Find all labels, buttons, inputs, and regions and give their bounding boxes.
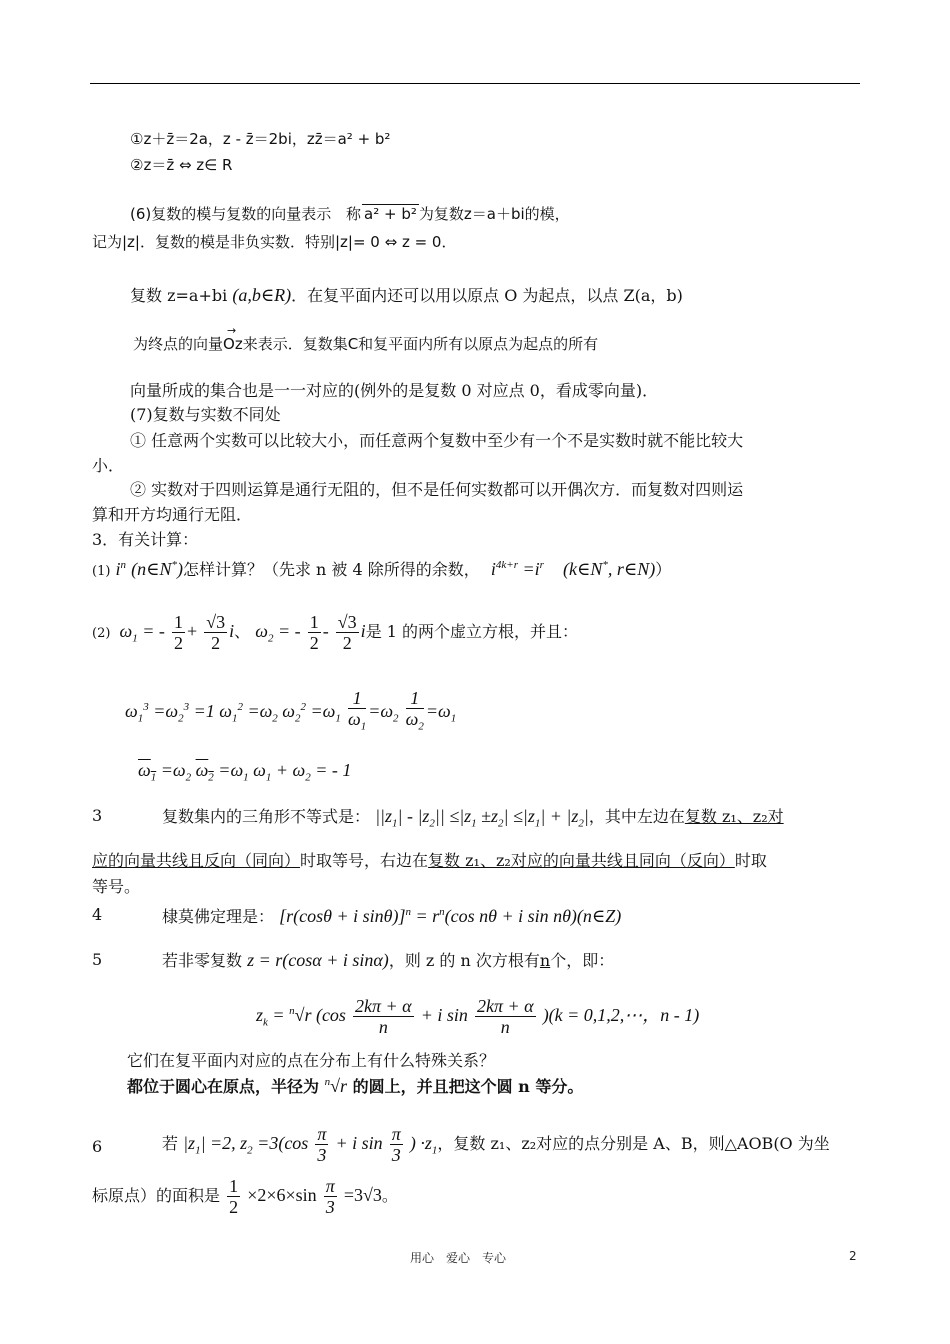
omega-identities-1: $\omega_1^3 =\omega_2^3 =1$ $\omega_1^2 =\omega_2$ $\omega_2^2 =\omega_1$ $\frac{1}{\omega_1}$ $=\omega_2$ $\frac{1}{\omega_2}$ $=\omega_1$ bbox=[125, 688, 457, 733]
triangle-inequality-line-2: 应的向量共线且反向（同向）时取等号，右边在复数 z₁、z₂对应的向量共线且同向（反向）时取 bbox=[92, 851, 767, 870]
item-number-5: 5 bbox=[92, 950, 103, 969]
point-7-2-line-2: 算和开方均通行无阻． bbox=[92, 505, 253, 524]
section-7-heading: (7)复数与实数不同处 bbox=[130, 405, 281, 424]
vector-oz: Oz bbox=[223, 335, 243, 353]
roots-question: 它们在复平面内对应的点在分布上有什么特殊关系？ bbox=[127, 1051, 496, 1070]
problem-6-line-1: 若 $|z_1| =2$, $z_2 =3(\cos$ $\frac{\pi}{3}$ + i sin $\frac{\pi}{3}$ ) $\cdot z_1$，复数 z₁、z₂对应的点分别是 A、B，则△AOB(O 为坐 bbox=[162, 1124, 830, 1165]
modulus-definition: (6)复数的模与复数的向量表示 称 a² + b² 为复数z＝a＋bi的模， bbox=[130, 205, 570, 223]
vector-representation-line-1: 复数 z=a+bi (a,b∈R)．在复平面内还可以用以原点 O 为起点，以点 Z(a，b) bbox=[130, 285, 683, 305]
point-7-1-line-2: 小． bbox=[92, 456, 125, 475]
triangle-inequality-line-3: 等号。 bbox=[92, 877, 141, 896]
sqrt-modulus: a² + b² bbox=[364, 205, 417, 223]
point-7-2-line-1: ② 实数对于四则运算是通行无阻的，但不是任何实数都可以开偶次方．而复数对四则运 bbox=[130, 480, 744, 499]
problem-6-line-2: 标原点）的面积是 $\frac{1}{2}$ ×2×6×sin $\frac{\pi}{3}$ =3√3。 bbox=[92, 1176, 398, 1217]
calc-2-line: (2) $\omega_1$ = - $\frac{1}{2}$ + $\frac{√3}{2}$ i、 $\omega_2$ = - $\frac{1}{2}$ - $\frac{√3}{2}$ i是 1 的两个虚立方根，并且： bbox=[92, 612, 579, 653]
vector-representation-line-3: 向量所成的集合也是一一对应的(例外的是复数 0 对应点 0，看成零向量)． bbox=[130, 381, 659, 400]
page-number: 2 bbox=[849, 1249, 857, 1263]
nth-root-line: 若非零复数 z = r(cosα + i sinα)，则 z 的 n 次方根有n个，即： bbox=[162, 950, 615, 970]
omega-identities-2: $\omega_1 =\omega_2$ $\omega_2 =\omega_1$ $\omega_1 + \omega_2$ = - 1 bbox=[138, 760, 352, 784]
calc-1-line: (1) $i^n$ (n∈N*)怎样计算？（先求 n 被 4 除所得的余数， $i^{4k+r} =i^r$ (k∈N*, r∈N)） bbox=[92, 559, 672, 579]
property-line-2: ②z＝z̄ ⇔ z∈ R bbox=[130, 156, 233, 174]
nth-root-formula: $z_k = ^n√r$ (cos $\frac{2k\pi + \alpha}{n}$ + i sin $\frac{2k\pi + \alpha}{n}$ )(k = 0,1,2,⋯，n - 1) bbox=[256, 996, 700, 1037]
roots-answer: 都位于圆心在原点，半径为 $^n$√r 的圆上，并且把这个圆 n 等分。 bbox=[127, 1076, 584, 1096]
item-number-6: 6 bbox=[92, 1137, 103, 1156]
point-7-1-line-1: ① 任意两个实数可以比较大小，而任意两个复数中至少有一个不是实数时就不能比较大 bbox=[130, 431, 744, 450]
item-number-4: 4 bbox=[92, 905, 103, 924]
property-line-1: ①z＋z̄＝2a，z - z̄＝2bi，zz̄＝a² + b² bbox=[130, 130, 391, 148]
section-6-heading: (6)复数的模与复数的向量表示 bbox=[130, 205, 332, 223]
section-3-heading: 3．有关计算： bbox=[92, 530, 199, 549]
footer-motto: 用心 爱心 专心 bbox=[410, 1251, 507, 1265]
triangle-inequality-line-1: 复数集内的三角形不等式是： $||z_1| - |z_2|| \le|z_1 \pm z_2| \le|z_1| + |z_2|$，其中左边在复数 z₁、z₂对 bbox=[162, 806, 784, 830]
modulus-notation: 记为|z|．复数的模是非负实数．特别|z|= 0 ⇔ z = 0． bbox=[92, 233, 457, 251]
de-moivre-theorem: 棣莫佛定理是： [r(cosθ + i $\sin\theta)]^n = r^n(\cos$ nθ + i sin nθ)(n∈Z) bbox=[162, 906, 622, 926]
header-rule bbox=[90, 83, 860, 84]
item-number-3: 3 bbox=[92, 806, 103, 825]
vector-representation-line-2: 为终点的向量 → Oz来表示．复数集C和复平面内所有以原点为起点的所有 bbox=[133, 324, 599, 353]
